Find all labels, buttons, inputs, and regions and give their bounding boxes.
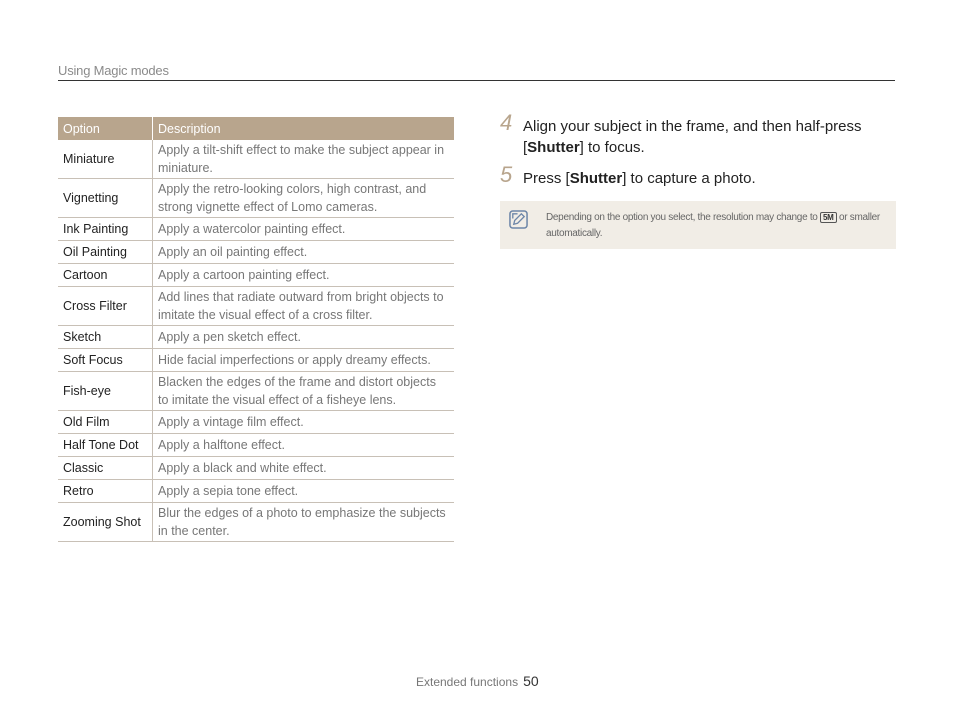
step-text: Align your subject in the frame, and then half-press [Shutter] to focus. — [523, 118, 862, 156]
description-cell: Blur the edges of a photo to emphasize the subjects in the center. — [153, 503, 455, 542]
step-number: 5 — [500, 162, 513, 187]
table-row — [58, 218, 454, 241]
table-row — [58, 179, 454, 218]
description-cell: Hide facial imperfections or apply dreamy effects. — [153, 349, 455, 372]
note-text: Depending on the option you select, the resolution may change to 5M or smaller automatically. — [546, 212, 880, 239]
resolution-5m-icon: 5M — [820, 212, 837, 223]
description-cell: Apply a halftone effect. — [153, 434, 455, 457]
table-row — [58, 457, 454, 480]
option-cell: Ink Painting — [58, 218, 153, 241]
table-row — [58, 372, 454, 411]
description-cell: Blacken the edges of the frame and distort objects to imitate the visual effect of a fisheye lens. — [153, 372, 455, 411]
column-header-option: Option — [58, 117, 153, 140]
option-cell: Fish-eye — [58, 372, 153, 411]
table-header-row — [58, 117, 454, 140]
table-row — [58, 140, 454, 179]
option-cell: Sketch — [58, 326, 153, 349]
page-number: 50 — [523, 673, 539, 689]
option-cell: Miniature — [58, 140, 153, 179]
column-header-description: Description — [153, 117, 455, 140]
table-row — [58, 326, 454, 349]
note-pencil-icon — [509, 210, 528, 229]
description-cell: Apply the retro-looking colors, high contrast, and strong vignette effect of Lomo cameras. — [153, 179, 455, 218]
table-row — [58, 434, 454, 457]
description-cell: Apply a pen sketch effect. — [153, 326, 455, 349]
option-cell: Cross Filter — [58, 287, 153, 326]
footer-label: Extended functions — [416, 675, 519, 689]
step-text: Press [Shutter] to capture a photo. — [523, 170, 756, 187]
table-row — [58, 503, 454, 542]
page-header — [58, 62, 895, 81]
option-cell: Retro — [58, 480, 153, 503]
description-cell: Apply a black and white effect. — [153, 457, 455, 480]
option-cell: Half Tone Dot — [58, 434, 153, 457]
option-cell: Zooming Shot — [58, 503, 153, 542]
description-cell: Apply a vintage film effect. — [153, 411, 455, 434]
option-cell: Oil Painting — [58, 241, 153, 264]
table-row — [58, 264, 454, 287]
note-box — [500, 201, 896, 249]
table-row — [58, 349, 454, 372]
section-title: Using Magic modes — [58, 63, 169, 78]
option-cell: Vignetting — [58, 179, 153, 218]
option-cell: Old Film — [58, 411, 153, 434]
description-cell: Apply an oil painting effect. — [153, 241, 455, 264]
option-cell: Soft Focus — [58, 349, 153, 372]
table-row — [58, 411, 454, 434]
option-cell: Cartoon — [58, 264, 153, 287]
description-cell: Apply a watercolor painting effect. — [153, 218, 455, 241]
options-table — [58, 117, 454, 542]
description-cell: Apply a tilt-shift effect to make the subject appear in miniature. — [153, 140, 455, 179]
step-number: 4 — [500, 110, 513, 135]
description-cell: Apply a cartoon painting effect. — [153, 264, 455, 287]
shutter-key: Shutter — [527, 139, 580, 156]
table-row — [58, 287, 454, 326]
description-cell: Apply a sepia tone effect. — [153, 480, 455, 503]
table-row — [58, 241, 454, 264]
page-footer — [416, 673, 539, 689]
table-row — [58, 480, 454, 503]
shutter-key: Shutter — [569, 170, 623, 187]
option-cell: Classic — [58, 457, 153, 480]
description-cell: Add lines that radiate outward from bright objects to imitate the visual effect of a cross filter. — [153, 287, 455, 326]
